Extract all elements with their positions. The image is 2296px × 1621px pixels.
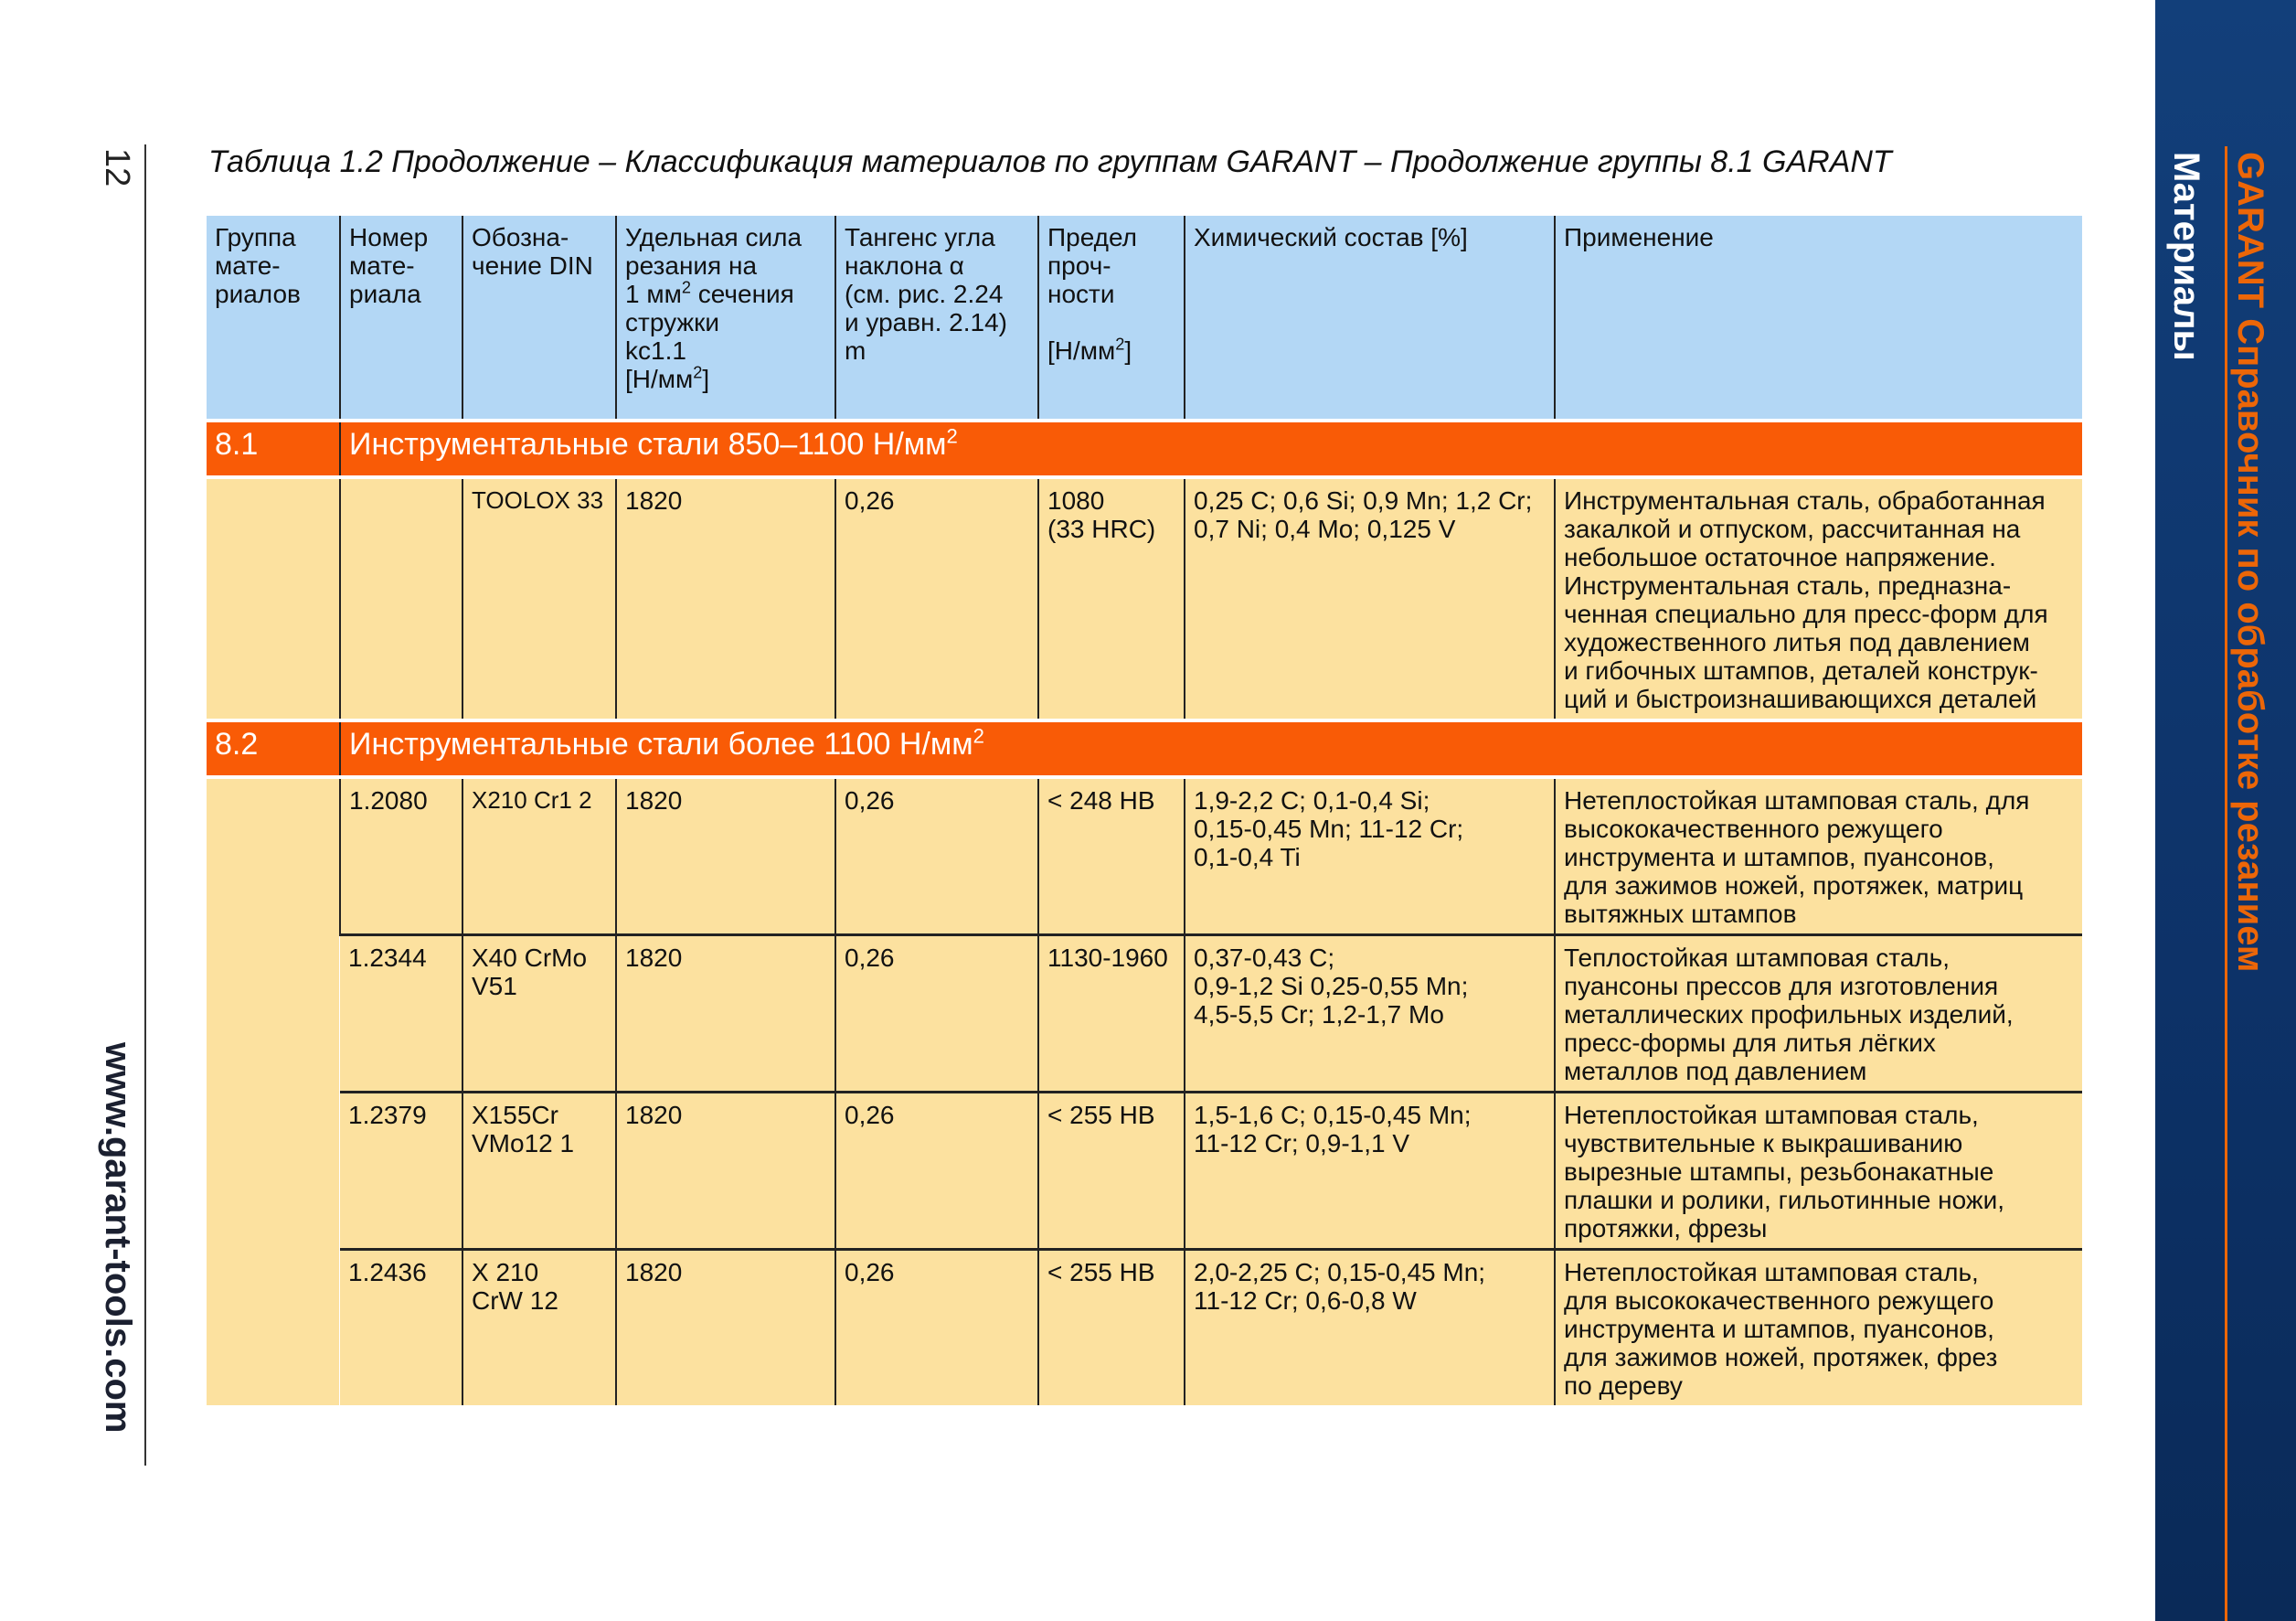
- group-band-8-1: [207, 421, 2082, 477]
- group-title-sup: 2: [946, 424, 958, 448]
- header-strength-text-2: ]: [1124, 336, 1132, 365]
- left-divider: [144, 144, 146, 1466]
- header-strength: [1038, 216, 1185, 421]
- group-code: 8.1: [207, 421, 340, 477]
- group-cell-empty: [207, 777, 340, 1405]
- section-title: Материалы: [2166, 152, 2206, 361]
- handbook-title: GARANT Справочник по обработке резанием: [2230, 152, 2270, 973]
- din-designation: X155Cr VMo12 1: [462, 1093, 616, 1250]
- materials-table: [207, 216, 2082, 1405]
- din-designation: X 210 CrW 12: [462, 1250, 616, 1406]
- header-strength-sup: 2: [1115, 335, 1125, 354]
- page-number: 12: [98, 148, 136, 187]
- header-kc-text-3: ]: [702, 365, 710, 393]
- table-row: [207, 1093, 2082, 1250]
- tan-value: 0,26: [835, 1250, 1038, 1406]
- kc-value: 1820: [616, 477, 835, 720]
- group-code: 8.2: [207, 720, 340, 777]
- header-strength-text-1: Предел проч- ности [Н/мм: [1047, 223, 1137, 365]
- header-group: Группа мате- риалов: [207, 216, 340, 421]
- table-row: [207, 777, 2082, 935]
- group-title: [340, 421, 2082, 477]
- din-designation: X40 CrMo V51: [462, 935, 616, 1093]
- table-row: [207, 1250, 2082, 1406]
- group-title-text: Инструментальные стали более 1100 Н/мм: [349, 727, 973, 762]
- group-cell-empty: [207, 477, 340, 720]
- tan-value: 0,26: [835, 477, 1038, 720]
- material-number: [340, 477, 462, 720]
- application: Нетеплостойкая штамповая сталь, чувствительные к выкрашиванию вырезные штампы, резьбонакатные плашки и ролики, гильотинные ножи, протяжки, фрезы: [1555, 1093, 2082, 1250]
- application: Теплостойкая штамповая сталь, пуансоны прессов для изготовления металлических профильных изделий, пресс-формы для литья лёгких металлов под давлением: [1555, 935, 2082, 1093]
- kc-value: 1820: [616, 1250, 835, 1406]
- header-use: Применение: [1555, 216, 2082, 421]
- kc-value: 1820: [616, 1093, 835, 1250]
- chemical-composition: 1,9-2,2 C; 0,1-0,4 Si; 0,15-0,45 Mn; 11-12 Cr; 0,1-0,4 Ti: [1185, 777, 1555, 935]
- chemical-composition: 0,25 C; 0,6 Si; 0,9 Mn; 1,2 Cr; 0,7 Ni; 0,4 Mo; 0,125 V: [1185, 477, 1555, 720]
- table-caption: Таблица 1.2 Продолжение – Классификация материалов по группам GARANT – Продолжение группы 8.1 GARANT: [208, 144, 1892, 179]
- application: Нетеплостойкая штамповая сталь, для высококачественного режущего инструмента и штампов, пуансонов, для зажимов ножей, протяжек, фрез по дереву: [1555, 1250, 2082, 1406]
- din-designation: TOOLOX 33: [462, 477, 616, 720]
- strength-value: < 248 HB: [1038, 777, 1185, 935]
- group-band-8-2: [207, 720, 2082, 777]
- chemical-composition: 1,5-1,6 C; 0,15-0,45 Mn; 11-12 Cr; 0,9-1,1 V: [1185, 1093, 1555, 1250]
- table-header-row: [207, 216, 2082, 421]
- material-number: 1.2080: [340, 777, 462, 935]
- table-row: [207, 935, 2082, 1093]
- group-title-text: Инструментальные стали 850–1100 Н/мм: [349, 427, 947, 462]
- header-chem: Химический состав [%]: [1185, 216, 1555, 421]
- kc-value: 1820: [616, 777, 835, 935]
- left-margin: [0, 0, 183, 1621]
- header-kc-sup-1: 2: [681, 278, 691, 297]
- tan-value: 0,26: [835, 777, 1038, 935]
- tan-value: 0,26: [835, 1093, 1038, 1250]
- header-kc-text-1: Удельная сила резания на 1 мм: [625, 223, 803, 308]
- website-link[interactable]: www.garant-tools.com: [98, 1042, 138, 1434]
- header-kc-sup-2: 2: [693, 363, 703, 382]
- material-number: 1.2344: [340, 935, 462, 1093]
- chemical-composition: 0,37-0,43 C; 0,9-1,2 Si 0,25-0,55 Mn; 4,5-5,5 Cr; 1,2-1,7 Mo: [1185, 935, 1555, 1093]
- din-designation: X210 Cr1 2: [462, 777, 616, 935]
- material-number: 1.2379: [340, 1093, 462, 1250]
- strength-value: < 255 HB: [1038, 1250, 1185, 1406]
- table-row: [207, 477, 2082, 720]
- right-orange-divider: [2225, 146, 2227, 1621]
- application: Инструментальная сталь, обработанная закалкой и отпуском, рассчитанная на небольшое остаточное напряжение. Инструментальная сталь, предназна- ченная специально для пресс-форм для художественного литья под давлением и гибочных штампов, деталей конструк- ций и быстроизнашивающихся деталей: [1555, 477, 2082, 720]
- group-title-sup: 2: [973, 724, 984, 748]
- tan-value: 0,26: [835, 935, 1038, 1093]
- application: Нетеплостойкая штамповая сталь, для высококачественного режущего инструмента и штампов, пуансонов, для зажимов ножей, протяжек, матриц вытяжных штампов: [1555, 777, 2082, 935]
- header-number: Номер мате- риала: [340, 216, 462, 421]
- group-title: [340, 720, 2082, 777]
- header-tan: Тангенс угла наклона α (см. рис. 2.24 и уравн. 2.14) m: [835, 216, 1038, 421]
- strength-value: < 255 HB: [1038, 1093, 1185, 1250]
- header-din: Обозна- чение DIN: [462, 216, 616, 421]
- chemical-composition: 2,0-2,25 C; 0,15-0,45 Mn; 11-12 Cr; 0,6-0,8 W: [1185, 1250, 1555, 1406]
- material-number: 1.2436: [340, 1250, 462, 1406]
- kc-value: 1820: [616, 935, 835, 1093]
- header-kc-text-2: сечения стружки kc1.1 [Н/мм: [625, 280, 794, 393]
- strength-value: 1130-1960: [1038, 935, 1185, 1093]
- strength-value: 1080 (33 HRC): [1038, 477, 1185, 720]
- header-kc: [616, 216, 835, 421]
